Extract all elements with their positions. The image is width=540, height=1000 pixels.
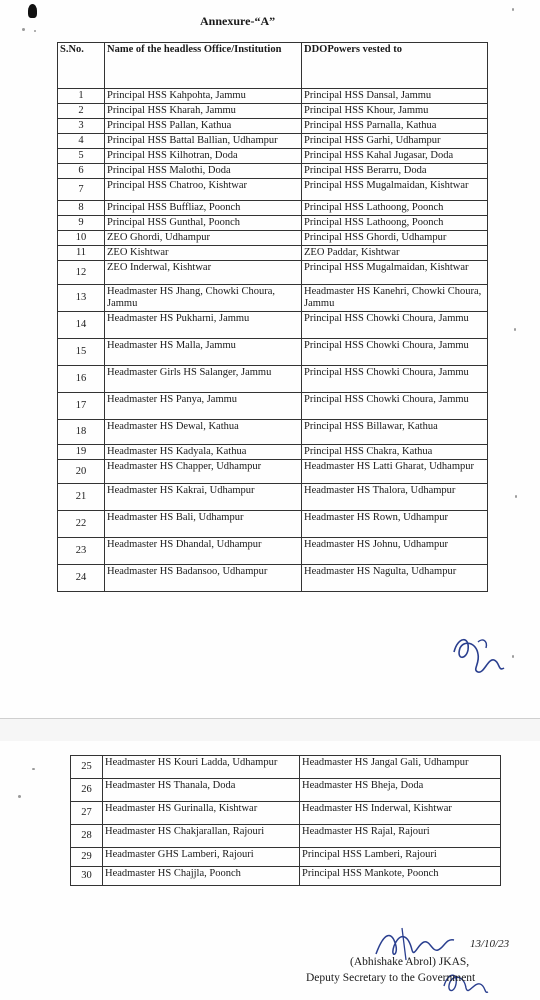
row-office: Headmaster HS Kakrai, Udhampur bbox=[105, 484, 302, 511]
row-ddo: Headmaster HS Rown, Udhampur bbox=[302, 511, 488, 538]
row-sno: 1 bbox=[58, 89, 105, 104]
row-sno: 8 bbox=[58, 201, 105, 216]
table-row bbox=[58, 246, 488, 261]
signatory-name: (Abhishake Abrol) JKAS, bbox=[350, 956, 470, 968]
table-row bbox=[58, 420, 488, 445]
row-sno: 19 bbox=[58, 445, 105, 460]
row-sno: 20 bbox=[58, 460, 105, 484]
scan-speck bbox=[515, 495, 517, 498]
row-sno: 29 bbox=[71, 848, 103, 867]
scan-speck bbox=[514, 328, 516, 331]
table-row bbox=[58, 104, 488, 119]
table-row bbox=[58, 149, 488, 164]
row-sno: 27 bbox=[71, 802, 103, 825]
row-ddo: Headmaster HS Latti Gharat, Udhampur bbox=[302, 460, 488, 484]
row-ddo: Principal HSS Khour, Jammu bbox=[302, 104, 488, 119]
table-row bbox=[58, 89, 488, 104]
table-row bbox=[58, 538, 488, 565]
header-ddo: DDOPowers vested to bbox=[302, 43, 488, 89]
row-sno: 14 bbox=[58, 312, 105, 339]
table-row bbox=[58, 216, 488, 231]
row-ddo: Principal HSS Billawar, Kathua bbox=[302, 420, 488, 445]
initials-mark-page-1 bbox=[448, 630, 508, 680]
row-sno: 23 bbox=[58, 538, 105, 565]
row-office: Principal HSS Kharah, Jammu bbox=[105, 104, 302, 119]
row-sno: 13 bbox=[58, 285, 105, 312]
row-sno: 12 bbox=[58, 261, 105, 285]
row-office: Headmaster HS Chajjla, Poonch bbox=[103, 867, 300, 886]
table-row bbox=[71, 825, 501, 848]
table-row bbox=[71, 802, 501, 825]
row-sno: 16 bbox=[58, 366, 105, 393]
row-office: Headmaster HS Dewal, Kathua bbox=[105, 420, 302, 445]
row-sno: 10 bbox=[58, 231, 105, 246]
scan-speck bbox=[22, 28, 25, 31]
row-ddo: Principal HSS Lathoong, Poonch bbox=[302, 216, 488, 231]
row-sno: 26 bbox=[71, 779, 103, 802]
row-ddo: Principal HSS Parnalla, Kathua bbox=[302, 119, 488, 134]
row-office: Headmaster HS Pukharni, Jammu bbox=[105, 312, 302, 339]
row-office: Principal HSS Buffliaz, Poonch bbox=[105, 201, 302, 216]
row-ddo: Headmaster HS Bheja, Doda bbox=[300, 779, 501, 802]
row-ddo: Principal HSS Chowki Choura, Jammu bbox=[302, 366, 488, 393]
row-office: Headmaster HS Jhang, Chowki Choura, Jammu bbox=[105, 285, 302, 312]
table-row bbox=[71, 756, 501, 779]
scan-speck bbox=[32, 768, 35, 770]
table-row bbox=[58, 261, 488, 285]
row-sno: 4 bbox=[58, 134, 105, 149]
row-office: Headmaster HS Chapper, Udhampur bbox=[105, 460, 302, 484]
row-ddo: Principal HSS Chowki Choura, Jammu bbox=[302, 339, 488, 366]
row-ddo: Headmaster HS Jangal Gali, Udhampur bbox=[300, 756, 501, 779]
scan-speck bbox=[18, 795, 21, 798]
row-ddo: Principal HSS Garhi, Udhampur bbox=[302, 134, 488, 149]
row-office: ZEO Kishtwar bbox=[105, 246, 302, 261]
row-sno: 25 bbox=[71, 756, 103, 779]
row-sno: 17 bbox=[58, 393, 105, 420]
row-ddo: Headmaster HS Thalora, Udhampur bbox=[302, 484, 488, 511]
table-row bbox=[58, 285, 488, 312]
row-office: Principal HSS Malothi, Doda bbox=[105, 164, 302, 179]
row-ddo: Principal HSS Mugalmaidan, Kishtwar bbox=[302, 179, 488, 201]
table-row bbox=[58, 460, 488, 484]
table-header-row bbox=[58, 43, 488, 89]
row-sno: 30 bbox=[71, 867, 103, 886]
scan-speck bbox=[512, 655, 514, 658]
row-sno: 21 bbox=[58, 484, 105, 511]
signatory-designation: Deputy Secretary to the Government bbox=[306, 972, 476, 984]
row-office: ZEO Ghordi, Udhampur bbox=[105, 231, 302, 246]
row-office: Principal HSS Chatroo, Kishtwar bbox=[105, 179, 302, 201]
row-office: Headmaster Girls HS Salanger, Jammu bbox=[105, 366, 302, 393]
table-row bbox=[58, 119, 488, 134]
scan-speck bbox=[512, 8, 514, 11]
row-office: Headmaster HS Malla, Jammu bbox=[105, 339, 302, 366]
row-ddo: Principal HSS Chowki Choura, Jammu bbox=[302, 312, 488, 339]
table-row bbox=[58, 201, 488, 216]
row-ddo: Principal HSS Mugalmaidan, Kishtwar bbox=[302, 261, 488, 285]
row-office: Headmaster HS Kadyala, Kathua bbox=[105, 445, 302, 460]
table-row bbox=[58, 393, 488, 420]
row-office: Headmaster HS Panya, Jammu bbox=[105, 393, 302, 420]
table-row bbox=[58, 312, 488, 339]
table-row bbox=[58, 134, 488, 149]
table-row bbox=[58, 445, 488, 460]
table-row bbox=[58, 366, 488, 393]
row-ddo: Principal HSS Lamberi, Rajouri bbox=[300, 848, 501, 867]
table-row bbox=[71, 779, 501, 802]
row-sno: 7 bbox=[58, 179, 105, 201]
row-office: Headmaster HS Chakjarallan, Rajouri bbox=[103, 825, 300, 848]
row-office: Headmaster GHS Lamberi, Rajouri bbox=[103, 848, 300, 867]
table-row bbox=[71, 848, 501, 867]
signature-date: 13/10/23 bbox=[470, 938, 510, 950]
header-office: Name of the headless Office/Institution bbox=[105, 43, 302, 89]
row-sno: 18 bbox=[58, 420, 105, 445]
ddo-powers-table-page-2 bbox=[70, 755, 501, 886]
row-sno: 11 bbox=[58, 246, 105, 261]
row-sno: 6 bbox=[58, 164, 105, 179]
row-office: Headmaster HS Dhandal, Udhampur bbox=[105, 538, 302, 565]
annexure-title: Annexure-“A” bbox=[200, 14, 276, 28]
row-sno: 9 bbox=[58, 216, 105, 231]
row-ddo: ZEO Paddar, Kishtwar bbox=[302, 246, 488, 261]
page-separator bbox=[0, 718, 540, 742]
row-office: Principal HSS Pallan, Kathua bbox=[105, 119, 302, 134]
row-office: Headmaster HS Bali, Udhampur bbox=[105, 511, 302, 538]
row-ddo: Principal HSS Berarru, Doda bbox=[302, 164, 488, 179]
row-office: Headmaster HS Kouri Ladda, Udhampur bbox=[103, 756, 300, 779]
row-sno: 2 bbox=[58, 104, 105, 119]
scan-speck bbox=[34, 30, 36, 32]
row-sno: 24 bbox=[58, 565, 105, 592]
row-office: Principal HSS Kilhotran, Doda bbox=[105, 149, 302, 164]
row-ddo: Principal HSS Mankote, Poonch bbox=[300, 867, 501, 886]
ddo-powers-table-page-1 bbox=[57, 42, 488, 592]
row-sno: 3 bbox=[58, 119, 105, 134]
row-sno: 5 bbox=[58, 149, 105, 164]
row-ddo: Principal HSS Dansal, Jammu bbox=[302, 89, 488, 104]
row-sno: 28 bbox=[71, 825, 103, 848]
header-sno: S.No. bbox=[58, 43, 105, 89]
row-office: Principal HSS Battal Ballian, Udhampur bbox=[105, 134, 302, 149]
table-row bbox=[58, 511, 488, 538]
table-row bbox=[71, 867, 501, 886]
table-row bbox=[58, 179, 488, 201]
table-row bbox=[58, 565, 488, 592]
row-sno: 15 bbox=[58, 339, 105, 366]
row-ddo: Headmaster HS Inderwal, Kishtwar bbox=[300, 802, 501, 825]
row-office: Principal HSS Gunthal, Poonch bbox=[105, 216, 302, 231]
row-ddo: Headmaster HS Nagulta, Udhampur bbox=[302, 565, 488, 592]
row-office: ZEO Inderwal, Kishtwar bbox=[105, 261, 302, 285]
table-row bbox=[58, 484, 488, 511]
row-ddo: Principal HSS Kahal Jugasar, Doda bbox=[302, 149, 488, 164]
row-office: Headmaster HS Thanala, Doda bbox=[103, 779, 300, 802]
row-ddo: Principal HSS Chowki Choura, Jammu bbox=[302, 393, 488, 420]
row-ddo: Principal HSS Ghordi, Udhampur bbox=[302, 231, 488, 246]
pin-mark-icon bbox=[28, 4, 37, 18]
row-ddo: Headmaster HS Johnu, Udhampur bbox=[302, 538, 488, 565]
row-office: Headmaster HS Gurinalla, Kishtwar bbox=[103, 802, 300, 825]
row-office: Principal HSS Kahpohta, Jammu bbox=[105, 89, 302, 104]
table-row bbox=[58, 164, 488, 179]
row-ddo: Principal HSS Lathoong, Poonch bbox=[302, 201, 488, 216]
table-row bbox=[58, 339, 488, 366]
row-sno: 22 bbox=[58, 511, 105, 538]
table-row bbox=[58, 231, 488, 246]
row-ddo: Headmaster HS Kanehri, Chowki Choura, Jammu bbox=[302, 285, 488, 312]
row-ddo: Headmaster HS Rajal, Rajouri bbox=[300, 825, 501, 848]
row-ddo: Principal HSS Chakra, Kathua bbox=[302, 445, 488, 460]
row-office: Headmaster HS Badansoo, Udhampur bbox=[105, 565, 302, 592]
